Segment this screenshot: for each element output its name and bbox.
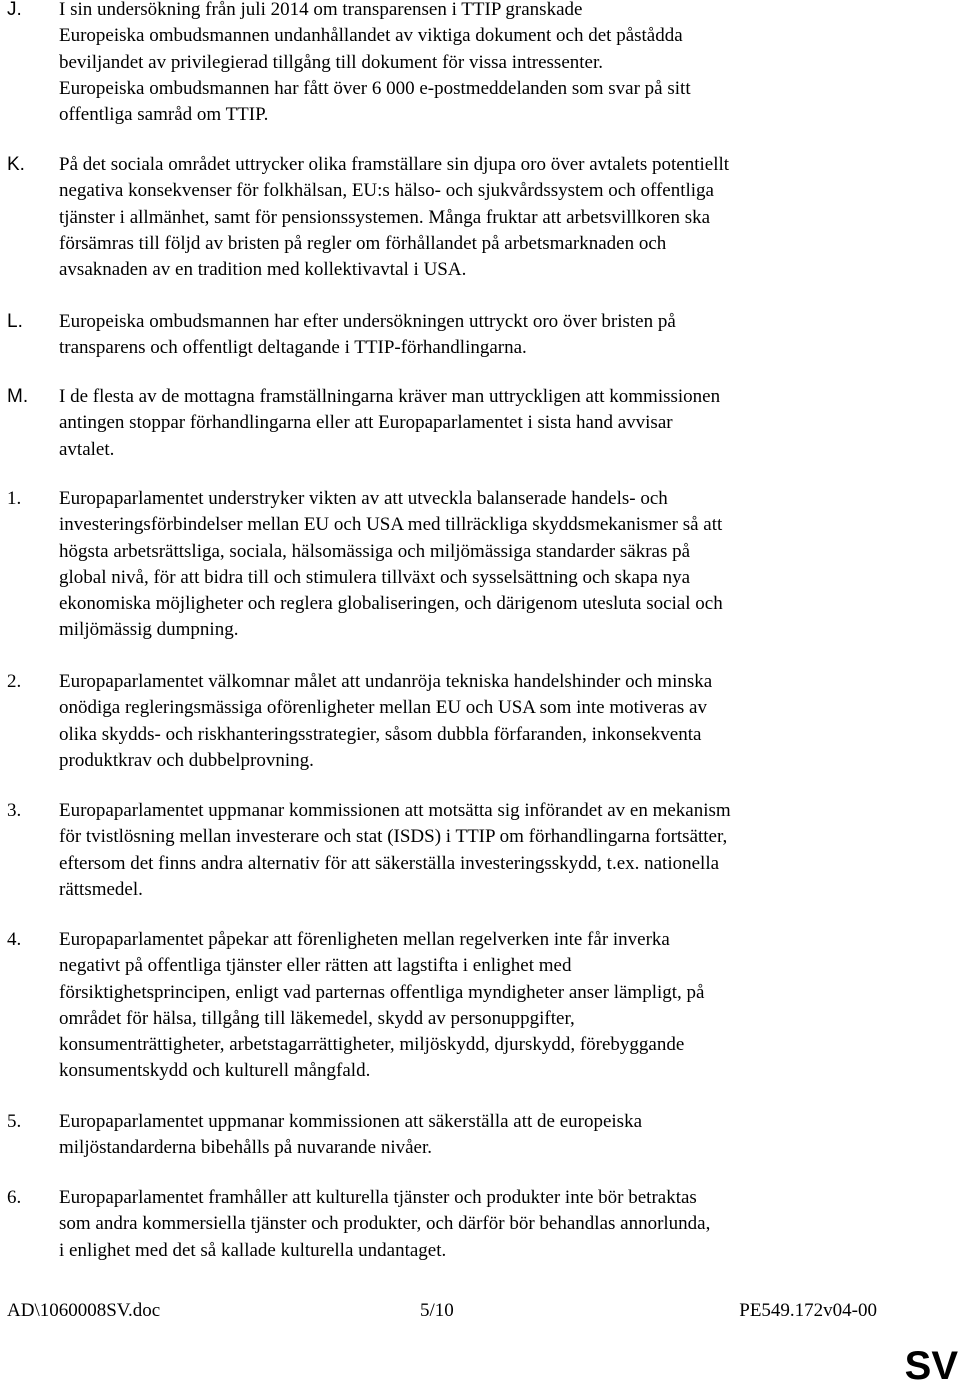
page-number: 5/10: [420, 1300, 454, 1321]
paragraph-label: J.: [7, 0, 22, 20]
paragraph-number: 6.: [7, 1187, 22, 1208]
paragraph-text: I sin undersökning från juli 2014 om transparensen i TTIP granskade Europeiska ombudsmannen undanhållandet av viktiga dokument och det påstådda beviljandet av privilegierad tillgång till dokument för vissa intressenter. Europeiska ombudsmannen har fått över 6 000 e-postmeddelanden som svar på sitt offentliga samråd om TTIP.: [59, 0, 691, 126]
paragraph-text: Europaparlamentet påpekar att förenligheten mellan regelverken inte får inverka negativt på offentliga tjänster eller rätten att lagstifta i enlighet med försiktighetsprincipen, enligt vad parternas offentliga myndigheter anser lämpligt, på området för hälsa, tillgång till läkemedel, skydd av personuppgifter, konsumenträttigheter, arbetstagarrättigheter, miljöskydd, djurskydd, förebyggande konsumentskydd och kulturell mångfald.: [59, 929, 705, 1082]
paragraph-number: 3.: [7, 800, 22, 821]
paragraph-number: 1.: [7, 488, 22, 509]
paragraph-text: Europeiska ombudsmannen har efter undersökningen uttryckt oro över bristen på transparens och offentligt deltagande i TTIP-förhandlingarna.: [59, 311, 676, 359]
paragraph-text: Europaparlamentet understryker vikten av att utveckla balanserade handels- och investeringsförbindelser mellan EU och USA med tillräckliga skyddsmekanismer så att högsta arbetsrättsliga, sociala, hälsomässiga och miljömässiga standarder säkras på global nivå, för att bidra till och stimulera tillväxt och sysselsättning och skapa nya ekonomiska möjligheter och reglera globaliseringen, och därigenom utesluta social och miljömässig dumpning.: [59, 488, 723, 641]
paragraph-number: 2.: [7, 671, 22, 692]
paragraph-text: På det sociala området uttrycker olika framställare sin djupa oro över avtalets potentiellt negativa konsekvenser för folkhälsan, EU:s hälso- och sjukvårdssystem och offentliga tjänster i allmänhet, samt för pensionssystemen. Många fruktar att arbetsvillkoren ska försämras till följd av bristen på regler om förhållandet på arbetsmarknaden och avsaknaden av en tradition med kollektivavtal i USA.: [59, 154, 730, 281]
language-code: SV: [904, 1344, 958, 1388]
paragraph-text: Europaparlamentet framhåller att kulturella tjänster och produkter inte bör betraktas som andra kommersiella tjänster och produkter, och därför bör behandlas annorlunda, i enlighet med det så kallade kulturella undantaget.: [59, 1187, 711, 1261]
paragraph-label: M.: [7, 386, 29, 407]
paragraph-text: Europaparlamentet uppmanar kommissionen att säkerställa att de europeiska miljöstandarderna bibehålls på nuvarande nivåer.: [59, 1111, 642, 1159]
paragraph-text: I de flesta av de mottagna framställningarna kräver man uttryckligen att kommissionen antingen stoppar förhandlingarna eller att Europaparlamentet i sista hand avvisar avtalet.: [59, 386, 721, 460]
page-footer: [0, 1300, 960, 1330]
paragraph-text: Europaparlamentet välkomnar målet att undanröja tekniska handelshinder och minska onödiga regleringsmässiga oförenligheter mellan EU och USA som inte motiveras av olika skydds- och riskhanteringsstrategier, såsom dubbla förfaranden, inkonsekventa produktkrav och dubbelprovning.: [59, 671, 713, 771]
paragraph-number: 4.: [7, 929, 22, 950]
paragraph-number: 5.: [7, 1111, 22, 1132]
paragraph-label: K.: [7, 154, 25, 175]
paragraph-text: Europaparlamentet uppmanar kommissionen att motsätta sig införandet av en mekanism för tvistlösning mellan investerare och stat (ISDS) i TTIP om förhandlingarna fortsätter, eftersom det finns andra alternativ för att säkerställa investeringsskydd, t.ex. nationella rättsmedel.: [59, 800, 731, 900]
document-reference: AD\1060008SV.doc: [7, 1300, 161, 1321]
paragraph-label: L.: [7, 311, 23, 332]
pe-reference: PE549.172v04-00: [739, 1300, 877, 1321]
